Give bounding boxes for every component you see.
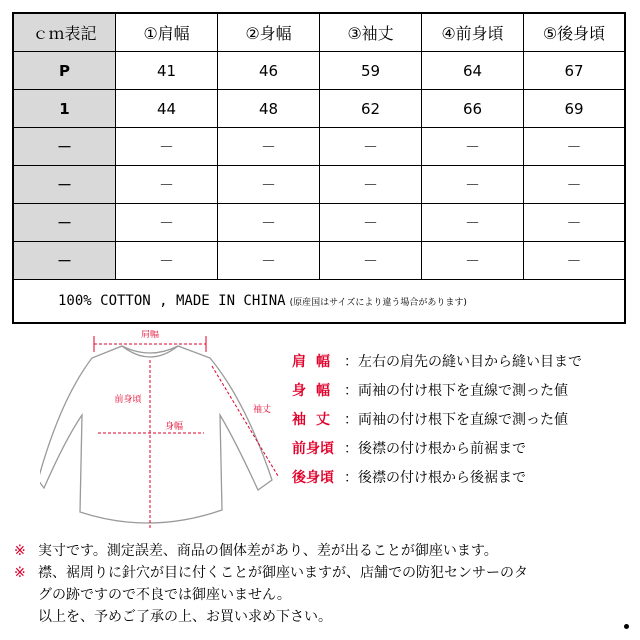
table-cell: － (422, 166, 524, 203)
size-table (12, 12, 626, 324)
size-label: － (14, 166, 116, 203)
origin-note: (原産国はサイズにより違う場合があります) (289, 297, 467, 308)
table-cell: － (320, 242, 422, 279)
shirt-outline (40, 346, 272, 523)
table-cell: － (566, 176, 582, 194)
table-cell: － (116, 166, 218, 203)
sleeve-label: 袖丈 (252, 405, 272, 415)
table-cell: 59 (320, 52, 422, 89)
table-row (14, 204, 624, 242)
note-text: 襟、裾周りに針穴が目に付くことが御座いますが、店舗での防犯センサーのタ (38, 565, 528, 581)
table-cell: － (116, 204, 218, 241)
legend-sep: ： (344, 469, 358, 486)
legend-key: 前身頃 (292, 440, 334, 457)
note-mark: ※ (14, 565, 26, 581)
header-sleeve: ③袖丈 (320, 14, 422, 51)
header-shoulder: ①肩幅 (116, 14, 218, 51)
collar (122, 346, 178, 357)
table-cell: － (218, 242, 320, 279)
table-cell: － (320, 166, 422, 203)
legend-item (292, 462, 582, 491)
size-label: － (14, 204, 116, 241)
table-cell: 62 (320, 90, 422, 127)
legend-item (292, 346, 582, 375)
legend-desc: 後襟の付け根から後裾まで (358, 469, 526, 486)
table-cell: 64 (422, 52, 524, 89)
material-note (14, 280, 624, 322)
legend-sep: ： (344, 353, 358, 370)
footer-line (14, 562, 634, 584)
legend-desc: 後襟の付け根から前裾まで (358, 440, 526, 457)
table-cell: 69 (564, 99, 584, 118)
corner-dot (624, 624, 629, 629)
legend-desc: 左右の肩先の縫い目から縫い目まで (358, 353, 582, 370)
table-cell: － (320, 128, 422, 165)
header-unit: ｃｍ表記 (14, 14, 116, 51)
header-body-width: ②身幅 (218, 14, 320, 51)
legend-sep: ： (344, 411, 358, 428)
legend-desc: 両袖の付け根下を直線で測った値 (358, 382, 568, 399)
size-grid (14, 14, 624, 280)
legend-item (292, 375, 582, 404)
legend-item (292, 433, 582, 462)
legend-key: 身幅 (292, 382, 340, 399)
legend-sep: ： (344, 440, 358, 457)
body-label: 身幅 (164, 422, 184, 432)
size-label: 1 (14, 90, 116, 127)
table-cell: － (422, 128, 524, 165)
table-row (14, 128, 624, 166)
table-cell: － (566, 138, 582, 156)
note-text-continued: グの跡ですので不良では御座いません。 (38, 587, 291, 603)
table-cell: 44 (116, 90, 218, 127)
table-cell: 41 (116, 52, 218, 89)
table-cell: 66 (422, 90, 524, 127)
table-cell: － (218, 204, 320, 241)
table-row (14, 90, 624, 128)
note-text: 実寸です。測定誤差、商品の個体差があり、差が出ることが御座います。 (38, 543, 498, 559)
table-cell: － (218, 166, 320, 203)
table-cell: 48 (218, 90, 320, 127)
table-cell: － (116, 128, 218, 165)
sleeve-line (212, 366, 278, 476)
note-text-final: 以上を、予めご了承の上、お買い求め下さい。 (38, 609, 332, 625)
legend-item (292, 404, 582, 433)
table-row (14, 52, 624, 90)
table-cell: － (422, 204, 524, 241)
measurement-legend (292, 346, 582, 491)
front-label: 前身頃 (114, 395, 142, 405)
table-cell: 46 (218, 52, 320, 89)
header-front-length: ④前身頃 (422, 14, 524, 51)
legend-key: 袖丈 (292, 411, 340, 428)
size-label: P (14, 52, 116, 89)
legend-key: 後身頃 (292, 469, 334, 486)
legend-desc: 両袖の付け根下を直線で測った値 (358, 411, 568, 428)
material-text: 100% COTTON , MADE IN CHINA (58, 293, 286, 309)
table-cell: － (116, 242, 218, 279)
size-label: － (14, 242, 116, 279)
table-cell: － (422, 242, 524, 279)
table-cell: － (566, 214, 582, 232)
legend-sep: ： (344, 382, 358, 399)
note-mark: ※ (14, 543, 26, 559)
table-row (14, 242, 624, 280)
shirt-diagram (40, 330, 300, 535)
table-cell: 67 (564, 61, 584, 80)
shoulder-label: 肩幅 (140, 330, 160, 340)
table-cell: － (320, 204, 422, 241)
table-row (14, 166, 624, 204)
footer-notes (14, 540, 634, 628)
size-label: － (14, 128, 116, 165)
header-back-length: ⑤後身頃 (542, 24, 606, 43)
table-header-row (14, 14, 624, 52)
table-cell: － (218, 128, 320, 165)
table-cell: － (566, 252, 582, 270)
footer-line (14, 540, 634, 562)
legend-key: 肩幅 (292, 353, 340, 370)
